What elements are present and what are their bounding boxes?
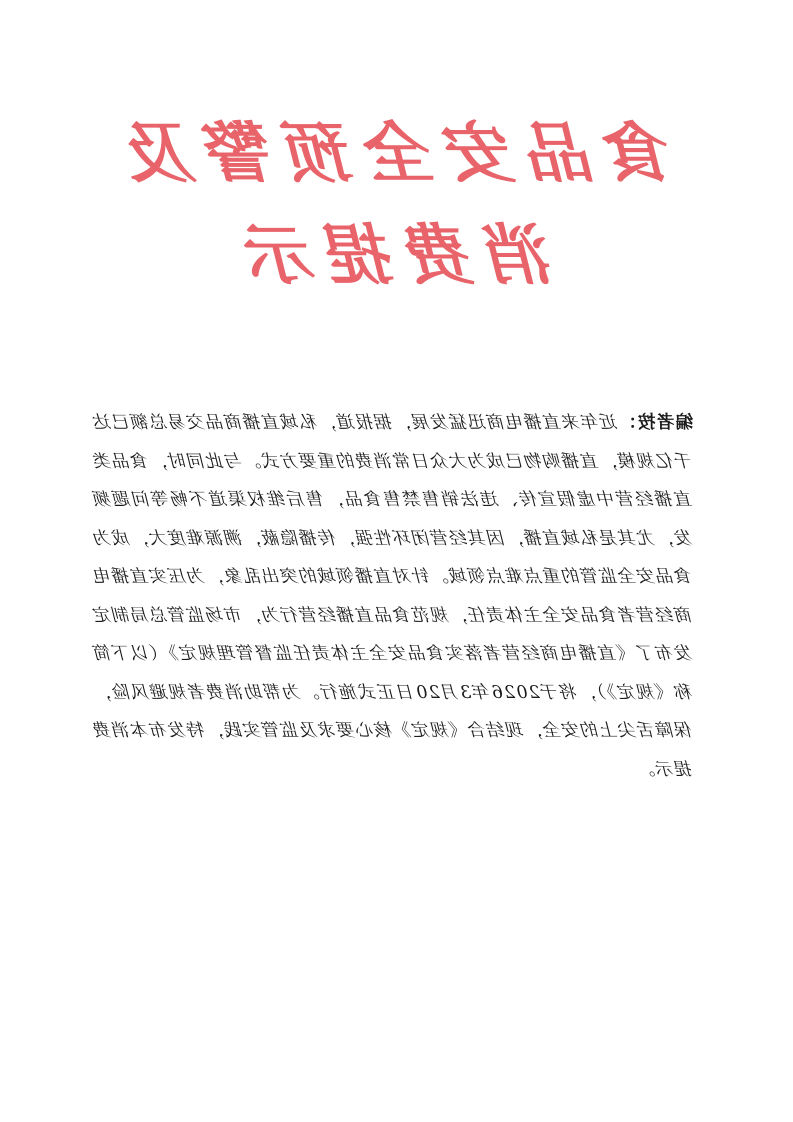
- editor-note-body: 近年来直播电商迅猛发展，据报道，私域直播商品交易总额已达千亿规模，直播购物已成为大众日常消费的重要方式。与此同时，食品类直播经营中虚假宣传、违法销售禁售食品，售后维权渠道不畅等问题频发，尤其是私域直播，因其经营闭环性强，传播隐蔽，溯源难度大，成为食品安全监管的重点难点领域。针对直播领域的突出乱象，为压实直播电商经营者食品安全主体责任，规范食品直播经营行为，市场监管总局制定发布了《直播电商经营者落实食品安全主体责任监督管理规定》（以下简称《规定》），将于2026年3月20日正式施行。为帮助消费者规避风险，保障舌尖上的安全，现结合《规定》核心要求及监管实践，特发布本消费提示。: [93, 413, 693, 780]
- editor-note-label: 编者按：: [617, 413, 693, 433]
- editor-note-paragraph: [93, 404, 693, 789]
- page-title-line-2: 消费提示: [236, 216, 557, 294]
- page-title-line-1: 食品安全预警及: [116, 114, 677, 192]
